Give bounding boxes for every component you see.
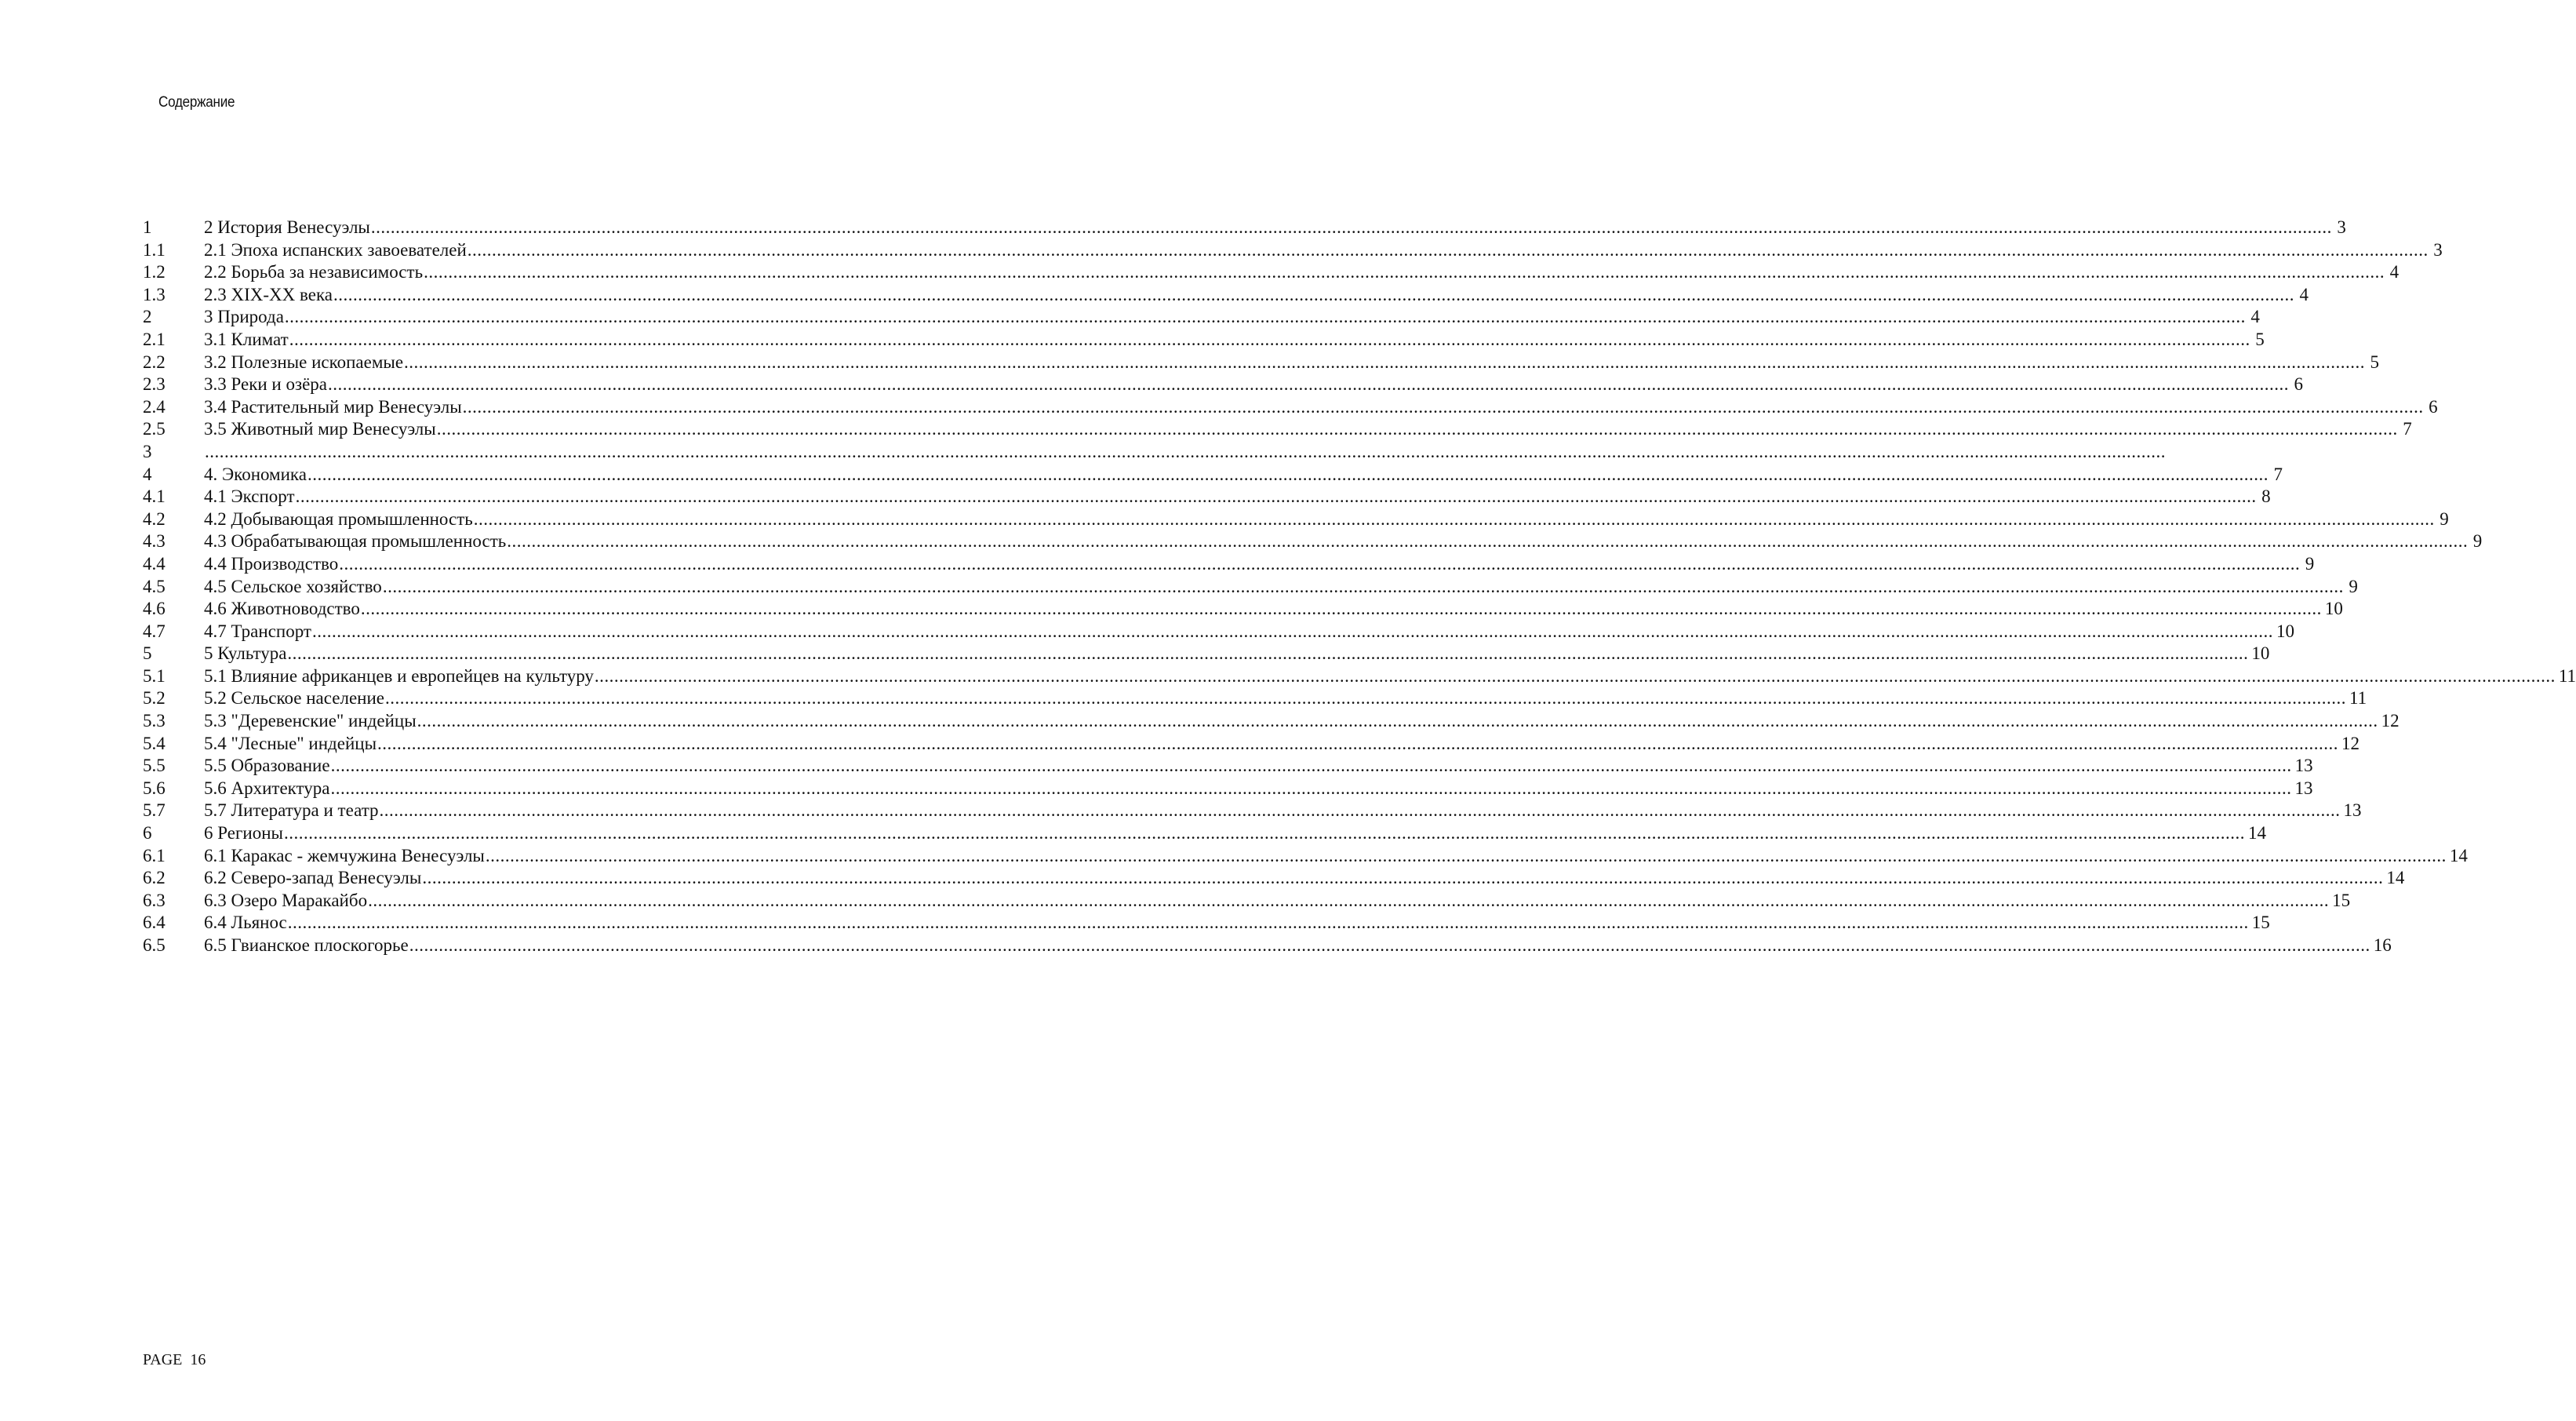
toc-entry-page: 6 — [2429, 396, 2438, 417]
toc-entry-title: 5 Культура — [204, 643, 287, 664]
page-footer — [143, 1351, 206, 1369]
toc-entry[interactable] — [143, 800, 2362, 822]
toc-entry[interactable] — [143, 778, 2313, 800]
toc-entry-page: 9 — [2349, 576, 2358, 596]
toc-entry-number: 2.3 — [143, 374, 166, 395]
toc-entry[interactable] — [143, 284, 2309, 307]
toc-entry-page: 10 — [2251, 643, 2270, 664]
toc-entry-page: 8 — [2261, 486, 2271, 507]
toc-entry-page: 4 — [2389, 262, 2400, 282]
toc-dot-leader: ................................................................................................................................................................................................................................................................................................................................................................................................................ — [289, 329, 2250, 349]
toc-dot-leader: ................................................................................................................................................................................................................................................................................................................................................................................................................ — [330, 778, 2292, 798]
toc-entry-page: 9 — [2305, 553, 2315, 574]
toc-entry-page: 15 — [2332, 890, 2351, 910]
toc-entry-number: 1.3 — [143, 284, 166, 304]
toc-entry[interactable] — [143, 217, 2346, 239]
page-title: Содержание — [158, 94, 235, 111]
toc-entry-number: 1.1 — [143, 239, 166, 260]
toc-entry-page: 6 — [2294, 374, 2303, 395]
toc-entry-page: 4 — [2299, 284, 2309, 304]
toc-entry[interactable] — [143, 890, 2351, 913]
toc-entry[interactable] — [143, 935, 2392, 957]
toc-entry-number: 5 — [143, 643, 152, 664]
toc-dot-leader: ................................................................................................................................................................................................................................................................................................................................................................................................................ — [333, 284, 2294, 304]
toc-entry-number: 5.6 — [143, 778, 166, 798]
toc-dot-leader: ................................................................................................................................................................................................................................................................................................................................................................................................................ — [417, 711, 2378, 731]
toc-entry-number: 5.5 — [143, 756, 166, 776]
toc-entry-title: 4.5 Сельское хозяйство — [204, 576, 382, 596]
toc-entry-number: 4.4 — [143, 553, 166, 574]
toc-entry-number: 4.7 — [143, 621, 166, 641]
toc-dot-leader: ................................................................................................................................................................................................................................................................................................................................................................................................................ — [283, 823, 2245, 843]
toc-dot-leader: ................................................................................................................................................................................................................................................................................................................................................................................................................ — [295, 486, 2257, 507]
toc-entry-title: 5.3 "Деревенские" индейцы — [204, 711, 417, 731]
toc-entry-title: 6.1 Каракас - жемчужина Венесуэлы — [204, 845, 485, 865]
toc-entry[interactable] — [143, 733, 2360, 756]
toc-entry-page: 5 — [2370, 352, 2380, 372]
toc-entry[interactable] — [143, 755, 2313, 778]
toc-dot-leader: ................................................................................................................................................................................................................................................................................................................................................................................................................ — [379, 800, 2341, 821]
toc-dot-leader: ................................................................................................................................................................................................................................................................................................................................................................................................................ — [507, 531, 2469, 552]
toc-dot-leader: ................................................................................................................................................................................................................................................................................................................................................................................................................ — [205, 441, 2166, 461]
toc-entry-title: 6.4 Льянос — [204, 913, 287, 933]
toc-dot-leader: ................................................................................................................................................................................................................................................................................................................................................................................................................ — [287, 643, 2249, 664]
toc-entry-number: 4.5 — [143, 576, 166, 596]
toc-entry-page: 13 — [2343, 800, 2362, 821]
toc-entry-title: 5.6 Архитектура — [204, 778, 330, 798]
toc-entry-page: 11 — [2349, 688, 2367, 709]
toc-entry-page: 11 — [2558, 665, 2576, 686]
toc-dot-leader: ................................................................................................................................................................................................................................................................................................................................................................................................................ — [404, 352, 2366, 372]
toc-entry-page: 14 — [2386, 868, 2405, 888]
toc-entry[interactable] — [143, 665, 2576, 688]
toc-entry-title: 6 Регионы — [204, 823, 283, 843]
toc-entry-page: 16 — [2373, 935, 2392, 955]
toc-entry-number: 5.2 — [143, 688, 166, 709]
toc-entry-page: 5 — [2255, 329, 2265, 349]
toc-entry-title: 5.4 "Лесные" индейцы — [204, 733, 377, 753]
toc-entry-number: 5.7 — [143, 800, 166, 821]
toc-entry[interactable] — [143, 486, 2271, 508]
toc-entry[interactable] — [143, 418, 2412, 441]
toc-entry-title: 3.5 Животный мир Венесуэлы — [204, 419, 436, 439]
toc-entry[interactable] — [143, 687, 2367, 710]
toc-entry-title: 3.1 Климат — [204, 329, 289, 349]
toc-entry-title: 5.2 Сельское население — [204, 688, 384, 709]
toc-entry-title: 4.3 Обрабатывающая промышленность — [204, 531, 507, 552]
toc-dot-leader: ................................................................................................................................................................................................................................................................................................................................................................................................................ — [287, 913, 2249, 933]
toc-entry[interactable] — [143, 553, 2315, 576]
toc-entry-page: 7 — [2403, 419, 2412, 439]
toc-entry[interactable] — [143, 598, 2343, 621]
toc-entry-title: 6.3 Озеро Маракайбо — [204, 890, 368, 910]
toc-entry-page: 9 — [2440, 508, 2449, 529]
toc-entry[interactable] — [143, 352, 2380, 374]
toc-entry-page: 4 — [2250, 307, 2260, 327]
toc-entry-title: 3.2 Полезные ископаемые — [204, 352, 404, 372]
toc-entry-title: 3.3 Реки и озёра — [204, 374, 327, 395]
toc-entry-number: 1 — [143, 217, 152, 237]
toc-entry-number: 1.2 — [143, 262, 166, 282]
toc-dot-leader: ................................................................................................................................................................................................................................................................................................................................................................................................................ — [307, 464, 2269, 484]
toc-entry[interactable] — [143, 576, 2358, 599]
toc-entry[interactable] — [143, 508, 2449, 531]
toc-entry-number: 4 — [143, 464, 152, 484]
toc-entry-number: 4.2 — [143, 508, 166, 529]
toc-entry[interactable] — [143, 643, 2270, 665]
toc-entry[interactable] — [143, 867, 2405, 890]
table-of-contents — [143, 217, 2576, 957]
toc-dot-leader: ................................................................................................................................................................................................................................................................................................................................................................................................................ — [594, 665, 2556, 686]
toc-entry-number: 6.2 — [143, 868, 166, 888]
toc-entry-number: 6.5 — [143, 935, 166, 955]
toc-dot-leader: ................................................................................................................................................................................................................................................................................................................................................................................................................ — [424, 262, 2385, 282]
toc-entry-title: 4.7 Транспорт — [204, 621, 311, 641]
toc-entry-title: 4.1 Экспорт — [204, 486, 295, 507]
toc-entry-page: 12 — [2341, 733, 2360, 753]
toc-entry[interactable] — [143, 912, 2270, 935]
toc-entry[interactable] — [143, 396, 2438, 419]
footer-label: PAGE — [143, 1351, 183, 1368]
toc-dot-leader: ................................................................................................................................................................................................................................................................................................................................................................................................................ — [467, 239, 2429, 260]
toc-entry[interactable] — [143, 845, 2468, 868]
toc-entry-number: 5.3 — [143, 711, 166, 731]
toc-entry-number: 4.6 — [143, 599, 166, 619]
toc-entry-page: 14 — [2449, 845, 2468, 865]
toc-entry-number: 2 — [143, 307, 152, 327]
toc-dot-leader: ................................................................................................................................................................................................................................................................................................................................................................................................................ — [360, 599, 2322, 619]
toc-entry-page: 9 — [2472, 531, 2483, 552]
toc-dot-leader: ................................................................................................................................................................................................................................................................................................................................................................................................................ — [377, 733, 2339, 753]
toc-dot-leader: ................................................................................................................................................................................................................................................................................................................................................................................................................ — [328, 374, 2289, 395]
toc-entry-title: 5.7 Литература и театр — [204, 800, 379, 821]
toc-entry-number: 4.1 — [143, 486, 166, 507]
toc-entry-page: 7 — [2273, 464, 2283, 484]
footer-page-number: 16 — [190, 1351, 206, 1368]
toc-dot-leader: ................................................................................................................................................................................................................................................................................................................................................................................................................ — [284, 307, 2246, 327]
toc-entry-number: 5.1 — [143, 665, 166, 686]
toc-dot-leader: ................................................................................................................................................................................................................................................................................................................................................................................................................ — [339, 553, 2301, 574]
toc-entry[interactable] — [143, 306, 2260, 329]
toc-dot-leader: ................................................................................................................................................................................................................................................................................................................................................................................................................ — [370, 217, 2332, 237]
toc-entry[interactable] — [143, 261, 2400, 284]
toc-entry-page: 3 — [2433, 239, 2443, 260]
toc-dot-leader: ................................................................................................................................................................................................................................................................................................................................................................................................................ — [462, 396, 2424, 417]
toc-entry-number: 6.4 — [143, 913, 166, 933]
toc-entry[interactable] — [143, 710, 2400, 733]
toc-entry[interactable] — [143, 822, 2266, 845]
toc-entry-number: 4.3 — [143, 531, 166, 552]
toc-dot-leader: ................................................................................................................................................................................................................................................................................................................................................................................................................ — [409, 935, 2370, 955]
toc-dot-leader: ................................................................................................................................................................................................................................................................................................................................................................................................................ — [368, 890, 2330, 910]
toc-entry-title: 5.5 Образование — [204, 756, 330, 776]
toc-entry-page: 13 — [2294, 756, 2313, 776]
toc-entry-title: 3.4 Растительный мир Венесуэлы — [204, 396, 462, 417]
toc-entry-title: 4.6 Животноводство — [204, 599, 360, 619]
toc-dot-leader: ................................................................................................................................................................................................................................................................................................................................................................................................................ — [485, 845, 2447, 865]
toc-dot-leader: ................................................................................................................................................................................................................................................................................................................................................................................................................ — [330, 756, 2292, 776]
toc-entry-page: 12 — [2381, 711, 2400, 731]
toc-entry-number: 6.3 — [143, 890, 166, 910]
toc-entry-title: 4.4 Производство — [204, 553, 339, 574]
toc-entry-page: 14 — [2247, 823, 2266, 843]
toc-entry-title: 6.2 Северо-запад Венесуэлы — [204, 868, 422, 888]
toc-entry-title: 2 История Венесуэлы — [204, 217, 370, 237]
toc-entry-page: 3 — [2337, 217, 2346, 237]
toc-dot-leader: ................................................................................................................................................................................................................................................................................................................................................................................................................ — [382, 576, 2344, 596]
toc-entry-title: 2.1 Эпоха испанских завоевателей — [204, 239, 467, 260]
toc-dot-leader: ................................................................................................................................................................................................................................................................................................................................................................................................................ — [436, 419, 2398, 439]
toc-dot-leader: ................................................................................................................................................................................................................................................................................................................................................................................................................ — [473, 508, 2435, 529]
toc-entry[interactable] — [143, 464, 2283, 486]
toc-entry-title: 3 Природа — [204, 307, 284, 327]
toc-entry[interactable] — [143, 329, 2265, 352]
toc-entry[interactable] — [143, 621, 2294, 643]
toc-dot-leader: ................................................................................................................................................................................................................................................................................................................................................................................................................ — [311, 621, 2273, 641]
toc-entry-number: 2.1 — [143, 329, 166, 349]
toc-entry-title: 5.1 Влияние африканцев и европейцев на культуру — [204, 665, 594, 686]
toc-entry-title: 6.5 Гвианское плоскогорье — [204, 935, 409, 955]
toc-entry-title: 4. Экономика — [204, 464, 307, 484]
toc-dot-leader: ................................................................................................................................................................................................................................................................................................................................................................................................................ — [422, 868, 2384, 888]
toc-entry-page: 10 — [2276, 621, 2294, 641]
toc-entry-number: 2.2 — [143, 352, 166, 372]
toc-entry-page: 13 — [2294, 778, 2313, 798]
toc-entry-number: 2.4 — [143, 396, 166, 417]
toc-entry-page: 15 — [2251, 913, 2270, 933]
toc-entry-number: 6 — [143, 823, 152, 843]
toc-entry-number: 6.1 — [143, 845, 166, 865]
toc-entry[interactable] — [143, 530, 2483, 553]
toc-entry[interactable] — [143, 441, 2166, 464]
toc-entry-number: 5.4 — [143, 733, 166, 753]
toc-entry-page: 10 — [2324, 599, 2343, 619]
toc-entry-title: 4.2 Добывающая промышленность — [204, 508, 473, 529]
toc-dot-leader: ................................................................................................................................................................................................................................................................................................................................................................................................................ — [384, 688, 2346, 709]
toc-entry-number: 3 — [143, 441, 152, 461]
toc-entry-title: 2.3 XIX-XX века — [204, 284, 333, 304]
toc-entry[interactable] — [143, 373, 2303, 396]
toc-entry-number: 2.5 — [143, 419, 166, 439]
toc-entry[interactable] — [143, 239, 2443, 262]
toc-entry-title: 2.2 Борьба за независимость — [204, 262, 424, 282]
